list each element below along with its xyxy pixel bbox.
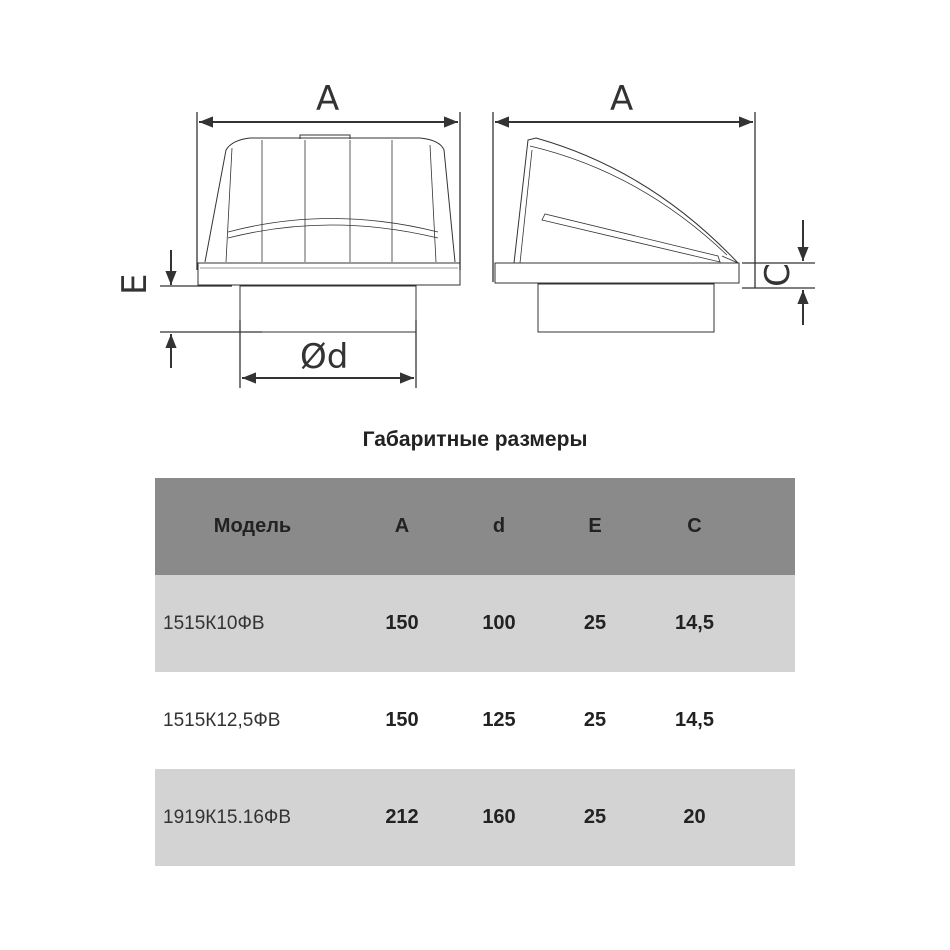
side-label-c: C	[758, 263, 798, 287]
cell-a: 212	[385, 806, 419, 828]
header-e: E	[588, 515, 602, 537]
cell-c: 14,5	[675, 612, 714, 634]
cell-d: 100	[482, 612, 516, 634]
front-label-diameter: Ød	[300, 337, 349, 377]
header-model: Модель	[213, 515, 292, 537]
cell-e: 25	[583, 612, 607, 634]
cell-d: 160	[482, 806, 516, 828]
cell-a: 150	[385, 709, 419, 731]
table-row	[155, 672, 795, 769]
header-c: C	[687, 515, 702, 537]
cell-e: 25	[583, 709, 607, 731]
cell-c: 14,5	[675, 709, 714, 731]
cell-model: 1515К12,5ФВ	[163, 709, 281, 731]
cell-c: 20	[683, 806, 706, 828]
table-row	[155, 575, 795, 672]
table-row	[155, 769, 795, 866]
technical-drawing	[0, 0, 950, 420]
cell-model: 1919К15.16ФВ	[163, 806, 291, 828]
front-label-e: E	[115, 273, 155, 295]
dimensions-table	[155, 478, 795, 866]
side-label-a: A	[610, 79, 634, 119]
cell-d: 125	[482, 709, 516, 731]
cell-model: 1515К10ФВ	[163, 612, 265, 634]
table-title: Габаритные размеры	[362, 428, 588, 451]
front-label-a: A	[316, 79, 340, 119]
header-d: d	[492, 515, 506, 537]
cell-a: 150	[385, 612, 419, 634]
table-header-row	[155, 478, 795, 575]
cell-e: 25	[583, 806, 607, 828]
side-view	[493, 112, 815, 332]
header-a: A	[394, 515, 410, 537]
